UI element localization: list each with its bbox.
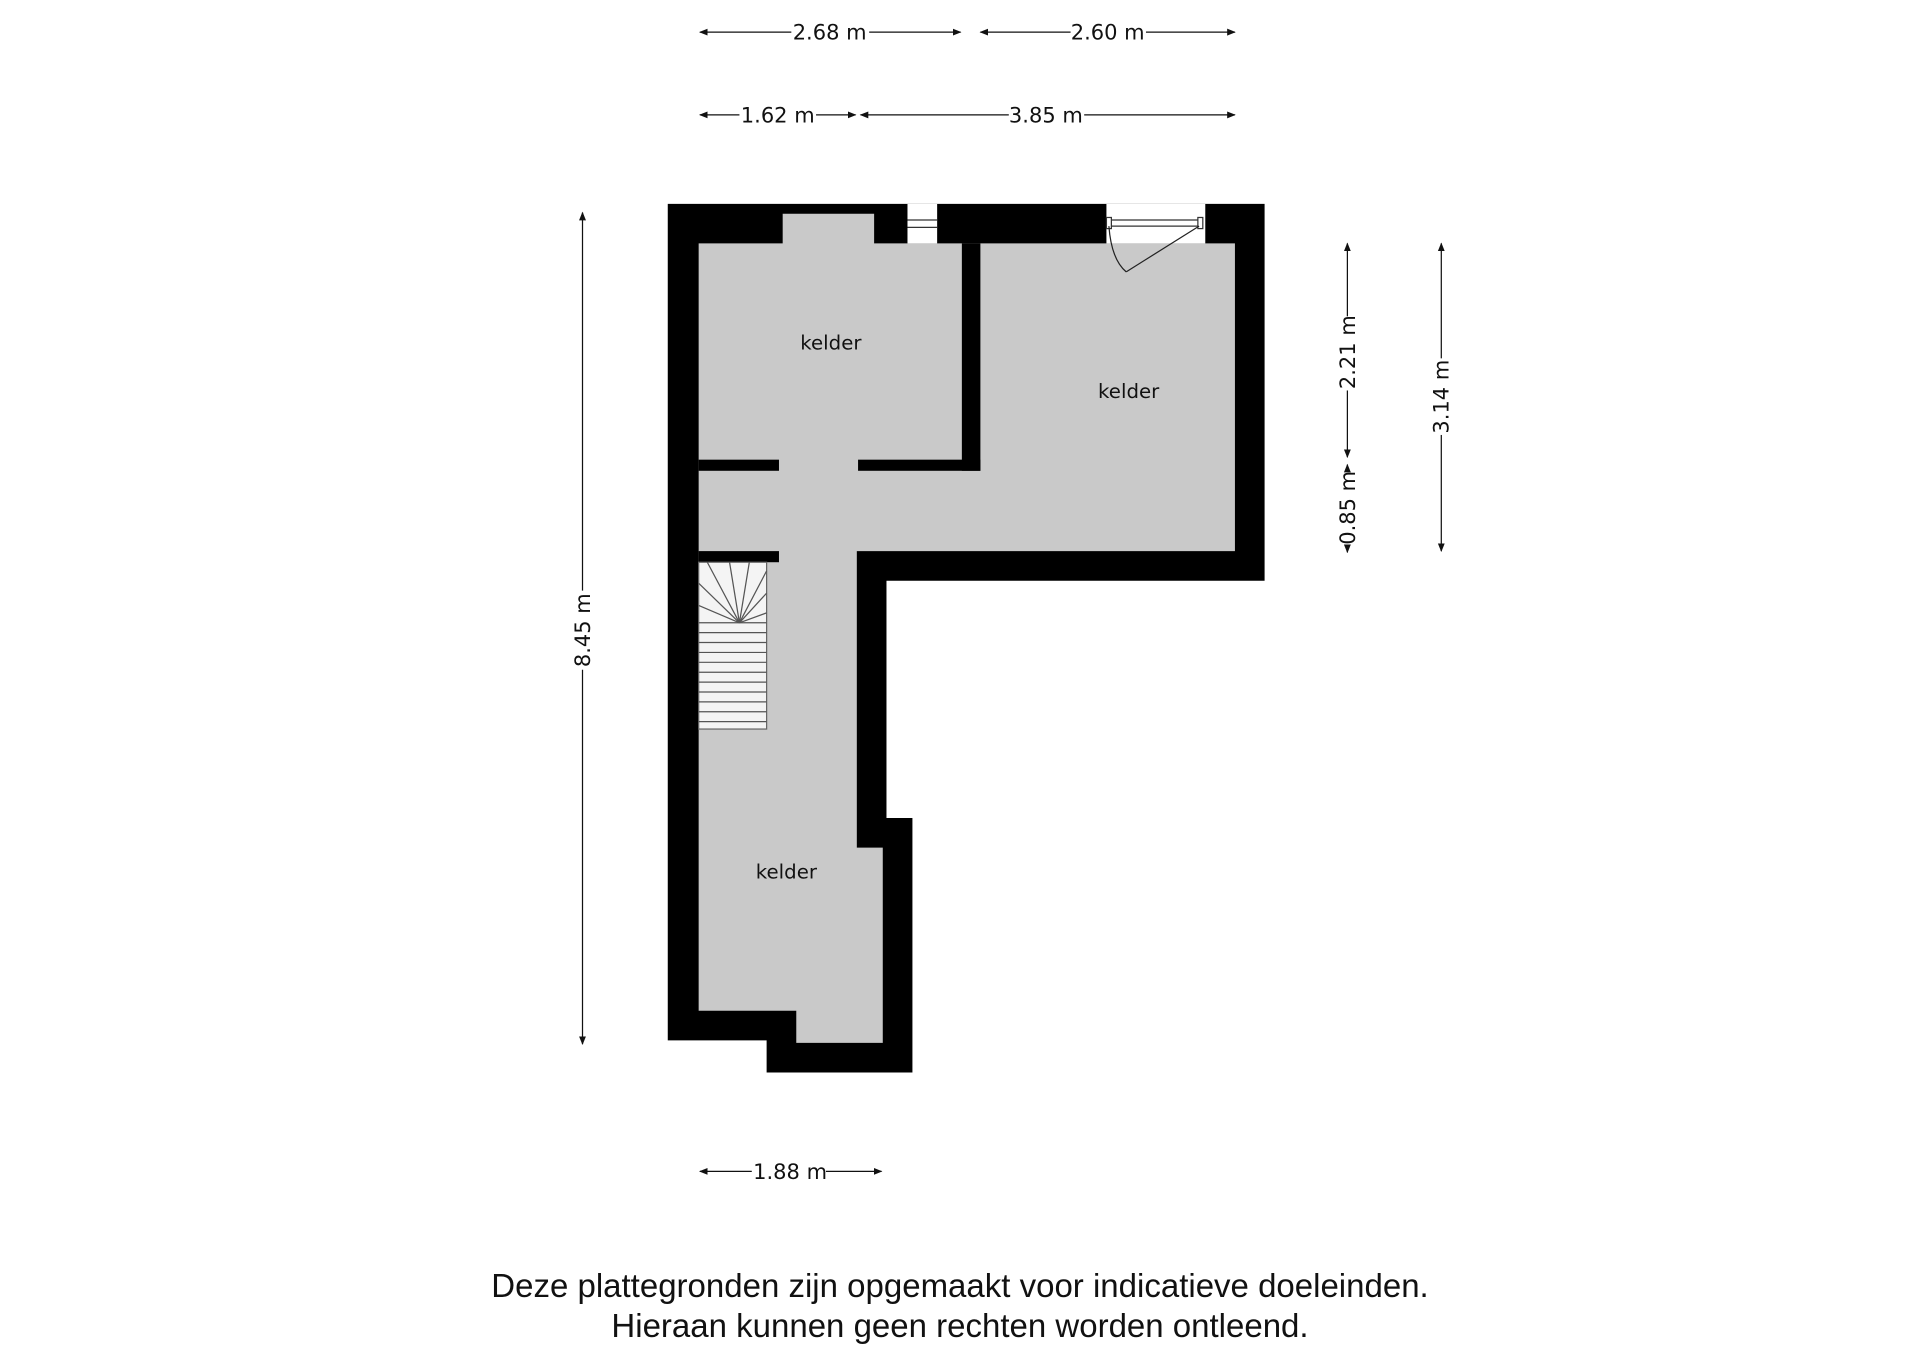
dimension-label: 0.85 m bbox=[1335, 470, 1360, 545]
dimension-label: 2.68 m bbox=[792, 20, 867, 45]
dimension-label: 8.45 m bbox=[570, 593, 595, 668]
room-label-bottom: kelder bbox=[755, 860, 818, 884]
dimension-label: 1.88 m bbox=[753, 1159, 828, 1184]
interior-wall-stub-left bbox=[699, 460, 779, 471]
interior-wall-vertical bbox=[962, 243, 981, 470]
disclaimer-line-2: Hieraan kunnen geen rechten worden ontleend. bbox=[611, 1307, 1309, 1344]
dimension-right-outer bbox=[1430, 243, 1454, 551]
interior-wall-stub-right bbox=[858, 460, 980, 471]
dimension-top-row1-left bbox=[700, 21, 961, 45]
dimension-right-inner-upper bbox=[1336, 243, 1360, 457]
dimension-label: 2.60 m bbox=[1070, 20, 1145, 45]
dimension-bottom bbox=[700, 1160, 882, 1184]
room-label-top-right: kelder bbox=[1098, 379, 1160, 403]
dimension-top-row1-right bbox=[980, 21, 1235, 45]
dimension-label: 3.14 m bbox=[1429, 359, 1454, 434]
dimension-top-row2-left bbox=[700, 103, 856, 127]
interior-wall-stair bbox=[699, 551, 779, 562]
dimension-left-total bbox=[571, 213, 595, 1045]
dimension-label: 2.21 m bbox=[1335, 315, 1360, 390]
staircase bbox=[699, 562, 767, 729]
disclaimer-line-1: Deze plattegronden zijn opgemaakt voor indicatieve doeleinden. bbox=[491, 1267, 1429, 1304]
dimension-label: 1.62 m bbox=[740, 103, 815, 128]
room-label-top-left: kelder bbox=[800, 331, 862, 355]
window-small bbox=[907, 204, 937, 244]
dimension-top-row2-right bbox=[861, 103, 1235, 127]
dimension-right-inner-lower bbox=[1336, 465, 1360, 553]
dimension-label: 3.85 m bbox=[1008, 103, 1083, 128]
